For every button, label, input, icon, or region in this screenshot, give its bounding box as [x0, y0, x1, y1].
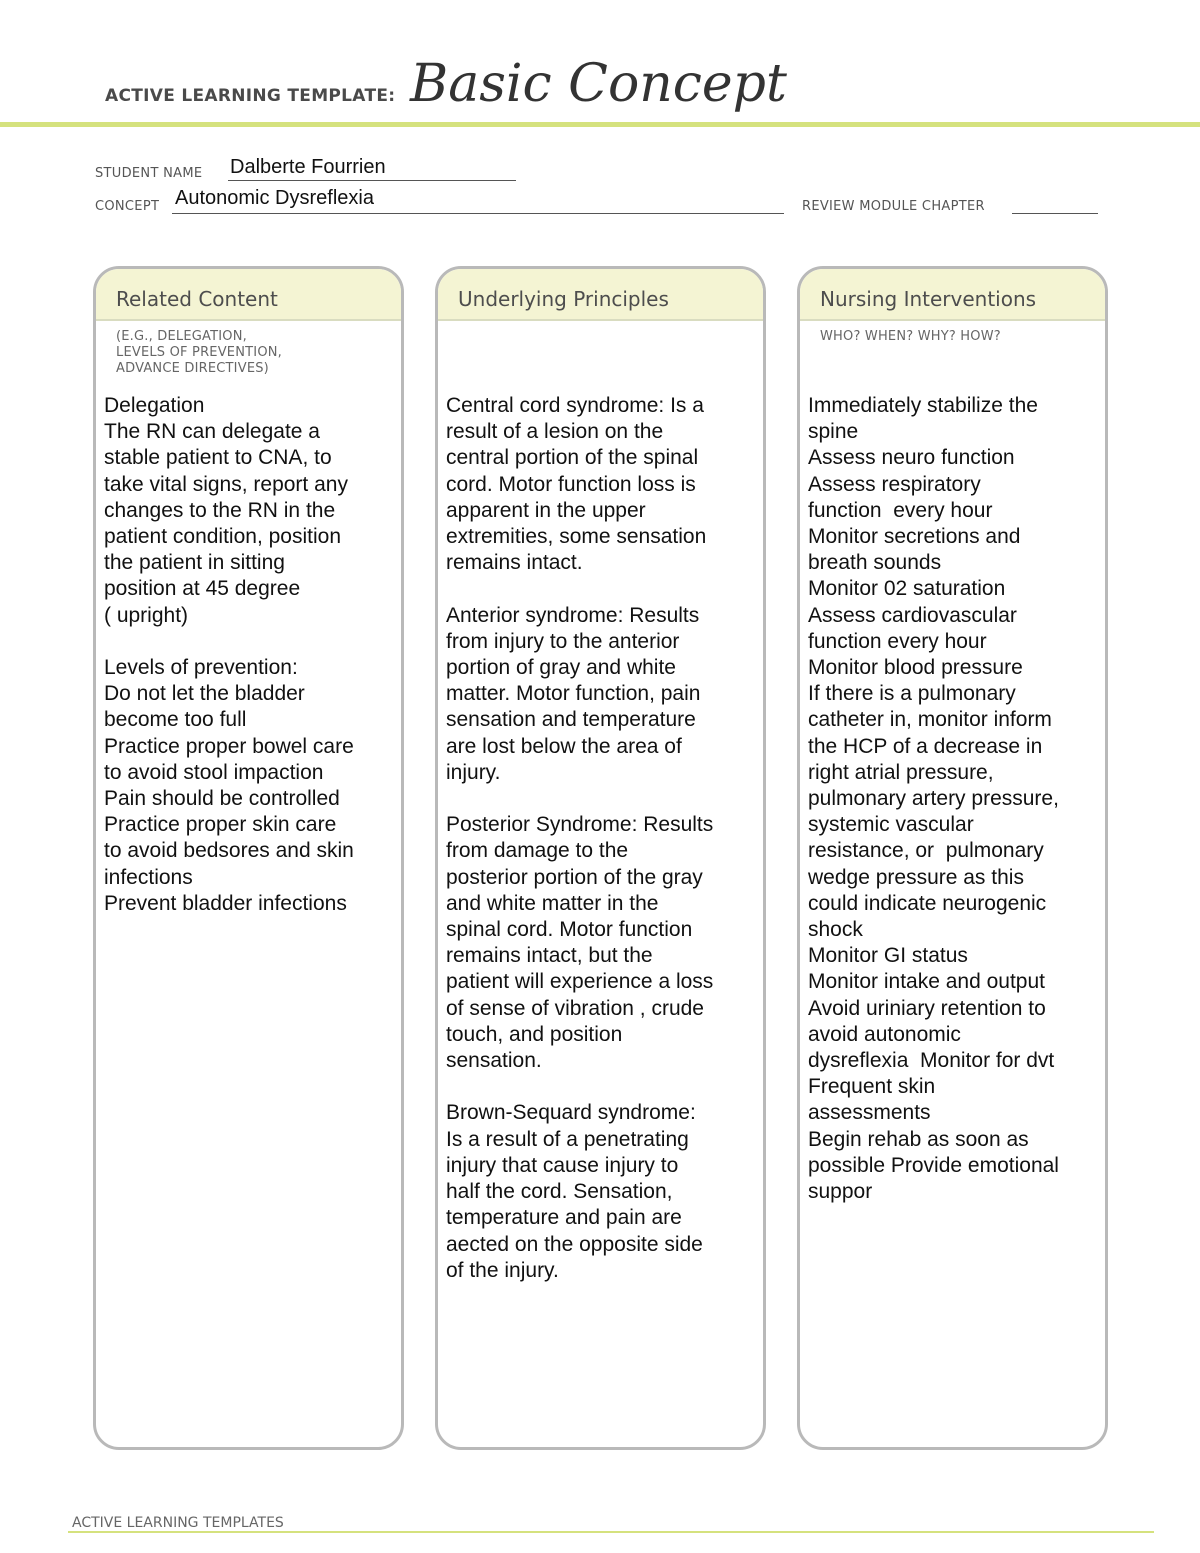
concept-field[interactable]: Autonomic Dysreflexia — [175, 187, 374, 209]
related-content-card — [93, 266, 404, 1450]
student-name-field[interactable]: Dalberte Fourrien — [230, 156, 386, 178]
nursing-interventions-title: Nursing Interventions — [800, 269, 1105, 321]
review-module-field[interactable] — [1012, 213, 1098, 214]
nursing-interventions-text[interactable]: Immediately stabilize the spine Assess neuro function Assess respiratory function every hour Monitor secretions and breath sounds Monitor 02 saturation Assess cardiovascular function every hour Monitor blood pressure If there is a pulmonary catheter in, monitor inform the HCP of a decrease in right atrial pressure, pulmonary artery pressure, systemic vascular resistance, or pulmonary wedge pressure as this could indicate neurogenic shock Monitor GI status Monitor intake and output Avoid uriniary retention to avoid autonomic dysreflexia Monitor for dvt Frequent skin assessments Begin rehab as soon as possible Provide emotional suppor — [808, 394, 1059, 1204]
nursing-interventions-subtitle: WHO? WHEN? WHY? HOW? — [820, 329, 1001, 344]
header-divider — [0, 122, 1200, 127]
footer-label: ACTIVE LEARNING TEMPLATES — [72, 1515, 284, 1531]
student-name-label: STUDENT NAME — [95, 166, 203, 181]
concept-label: CONCEPT — [95, 199, 160, 214]
underlying-principles-text[interactable]: Central cord syndrome: Is a result of a lesion on the central portion of the spinal cord. Motor function loss is apparent in the upper extremities, some sensation remains intact. Anterior syndrome: Results from injury to the anterior portion of gray and white matter. Motor function, pain sensation and temperature are lost below the area of injury. Posterior Syndrome: Results from damage to the posterior portion of the gray and white matter in the spinal cord. Motor function remains intact, but the patient will experience a loss of sense of vibration , crude touch, and position sensation. Brown-Sequard syndrome: Is a result of a penetrating injury that cause injury to half the cord. Sensation, temperature and pain are aected on the opposite side of the injury. — [446, 394, 714, 1282]
related-content-subtitle: (E.G., DELEGATION, LEVELS OF PREVENTION, ADVANCE DIRECTIVES) — [116, 329, 283, 376]
concept-line — [172, 213, 784, 214]
underlying-principles-card — [435, 266, 766, 1450]
underlying-principles-title: Underlying Principles — [438, 269, 763, 321]
footer-divider — [68, 1531, 1154, 1533]
template-label: ACTIVE LEARNING TEMPLATE: — [105, 86, 396, 106]
student-name-line — [228, 180, 516, 181]
related-content-title: Related Content — [96, 269, 401, 321]
review-module-label: REVIEW MODULE CHAPTER — [802, 199, 985, 214]
page-title: Basic Concept — [410, 54, 787, 114]
related-content-text[interactable]: Delegation The RN can delegate a stable patient to CNA, to take vital signs, report any changes to the RN in the patient condition, position the patient in sitting position at 45 degree ( upright) Levels of prevention: Do not let the bladder become too full Practice proper bowel care to avoid stool impaction Pain should be controlled Practice proper skin care to avoid bedsores and skin infections Prevent bladder infections — [104, 394, 354, 915]
nursing-interventions-card — [797, 266, 1108, 1450]
